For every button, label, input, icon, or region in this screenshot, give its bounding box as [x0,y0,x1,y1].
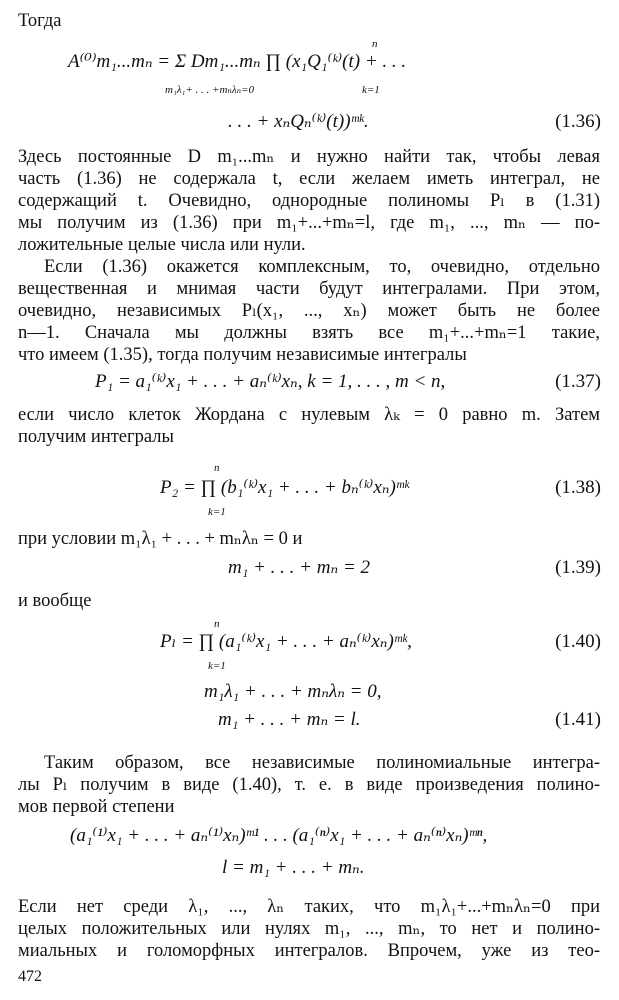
text-line: Если нет среди λ₁, ..., λₙ таких, что m₁λ₁+...+mₙλₙ=0 при [18,897,600,917]
equation-body: P₁ = a₁⁽ᵏ⁾x₁ + . . . + aₙ⁽ᵏ⁾xₙ, k = 1, . . . , m < n, [95,371,446,392]
equation-body: m₁ + . . . + mₙ = 2 [228,557,370,578]
text-line: очевидно, независимых Pₗ(x₁, ..., xₙ) может быть не более [18,301,600,321]
text-line: при условии m₁λ₁ + . . . + mₙλₙ = 0 и [18,529,303,549]
equation-body: m₁ + . . . + mₙ = l. [218,709,361,730]
equation-body: . . . + xₙQₙ⁽ᵏ⁾(t))ᵐᵏ. [228,111,369,132]
equation-body: m₁λ₁ + . . . + mₙλₙ = 0, [204,681,382,702]
product-upper-limit: n [372,38,378,50]
product-lower-limit: k=1 [362,84,380,96]
text-line: если число клеток Жордана с нулевым λₖ = 0 равно m. Затем [18,405,600,425]
equation-body: Pₗ = ∏ (a₁⁽ᵏ⁾x₁ + . . . + aₙ⁽ᵏ⁾xₙ)ᵐᵏ, [160,631,412,652]
sum-limit: m₁λ₁+ . . . +mₙλₙ=0 [165,84,254,96]
text-line: n—1. Сначала мы должны взять все m₁+...+mₙ=1 такие, [18,323,600,343]
text-line: ложительные целые числа или нули. [18,235,306,255]
equation-number: (1.40) [555,631,601,652]
page-number: 472 [18,968,42,985]
book-page: Тогда A⁽⁰⁾m₁...mₙ = Σ Dm₁...mₙ ∏ (x₁Q₁⁽ᵏ⁾(t) + . . . m₁λ₁+ . . . +mₙλₙ=0 n k=1 . . . + xₙQₙ⁽ᵏ⁾(t))ᵐᵏ. (1.36) Здесь постоянные D m₁...mₙ и нужно найти так, чтобы левая часть (1.36) не содержала t, если желаем иметь интеграл, не содержащий t. Очевидно, однородные полиномы Pₗ в (1.31) мы получим из (1.36) при m₁+...+mₙ=l, где m₁, ..., mₙ — по- ложительные целые числа или нули. Если (1.36) окажется комплексным, то, очевидно, отдельно вещественная и мнимая части будут интегралами. При этом, очевидно, независимых Pₗ(x₁, ..., xₙ) может быть не более n—1. Сначала мы должны взять все m₁+...+mₙ=1 такие, что имеем (1.35), тогда получим независимые интегралы P₁ = a₁⁽ᵏ⁾x₁ + . . . + aₙ⁽ᵏ⁾xₙ, k = 1, . . . , m < n, (1.37) если число клеток Жордана с нулевым λₖ = 0 равно m. Затем получим интегралы n P₂ = ∏ (b₁⁽ᵏ⁾x₁ + . . . + bₙ⁽ᵏ⁾xₙ)ᵐᵏ (1.38) k=1 при условии m₁λ₁ + . . . + mₙλₙ = 0 и m₁ + . . . + mₙ = 2 (1.39) и вообще n Pₗ = ∏ (a₁⁽ᵏ⁾x₁ + . . . + aₙ⁽ᵏ⁾xₙ)ᵐᵏ, (1.40) k=1 m₁λ₁ + . . . + mₙλₙ = 0, m₁ + . . . + mₙ = l. (1.41) Таким образом, все независимые полиномиальные интегра- лы Pₗ получим в виде (1.40), т. е. в виде произведения полино- мов первой степени (a₁⁽¹⁾x₁ + . . . + aₙ⁽¹⁾xₙ)ᵐ¹ . . . (a₁⁽ⁿ⁾x₁ + . . . + aₙ⁽ⁿ⁾xₙ)ᵐⁿ, l = m₁ + . . . + mₙ. Если нет среди λ₁, ..., λₙ таких, что m₁λ₁+...+mₙλₙ=0 при целых положительных или нулях m₁, ..., mₙ, то нет и полино- миальных и голоморфных интегралов. Впрочем, уже из тео- 472 [18,11,601,985]
text-line: получим интегралы [18,427,174,447]
text-line: содержащий t. Очевидно, однородные полиномы Pₗ в (1.31) [18,191,600,211]
equation-body: l = m₁ + . . . + mₙ. [222,857,365,878]
equation-number: (1.37) [555,371,601,392]
equation-body: (a₁⁽¹⁾x₁ + . . . + aₙ⁽¹⁾xₙ)ᵐ¹ . . . (a₁⁽ⁿ⁾x₁ + . . . + aₙ⁽ⁿ⁾xₙ)ᵐⁿ, [70,825,488,846]
text-line: Тогда [18,11,62,31]
equation-body: A⁽⁰⁾m₁...mₙ = Σ Dm₁...mₙ ∏ (x₁Q₁⁽ᵏ⁾(t) + . . . [68,51,407,72]
equation-number: (1.39) [555,557,601,578]
equation-body: P₂ = ∏ (b₁⁽ᵏ⁾x₁ + . . . + bₙ⁽ᵏ⁾xₙ)ᵐᵏ [160,477,410,498]
text-line: вещественная и мнимая части будут интегралами. При этом, [18,279,600,299]
text-line: Здесь постоянные D m₁...mₙ и нужно найти так, чтобы левая [18,147,600,167]
text-line: целых положительных или нулях m₁, ..., mₙ, то нет и полино- [18,919,600,939]
text-line: мов первой степени [18,797,175,817]
equation-number: (1.38) [555,477,601,498]
text-line: что имеем (1.35), тогда получим независимые интегралы [18,345,467,365]
text-line: миальных и голоморфных интегралов. Впрочем, уже из тео- [18,941,600,961]
equation-number: (1.36) [555,111,601,132]
text-line: часть (1.36) не содержала t, если желаем иметь интеграл, не [18,169,600,189]
equation-number: (1.41) [555,709,601,730]
text-line: Если (1.36) окажется комплексным, то, очевидно, отдельно [44,257,600,277]
text-line: Таким образом, все независимые полиномиальные интегра- [44,753,600,773]
text-line: мы получим из (1.36) при m₁+...+mₙ=l, где m₁, ..., mₙ — по- [18,213,600,233]
text-line: и вообще [18,591,92,611]
text-line: лы Pₗ получим в виде (1.40), т. е. в виде произведения полино- [18,775,600,795]
